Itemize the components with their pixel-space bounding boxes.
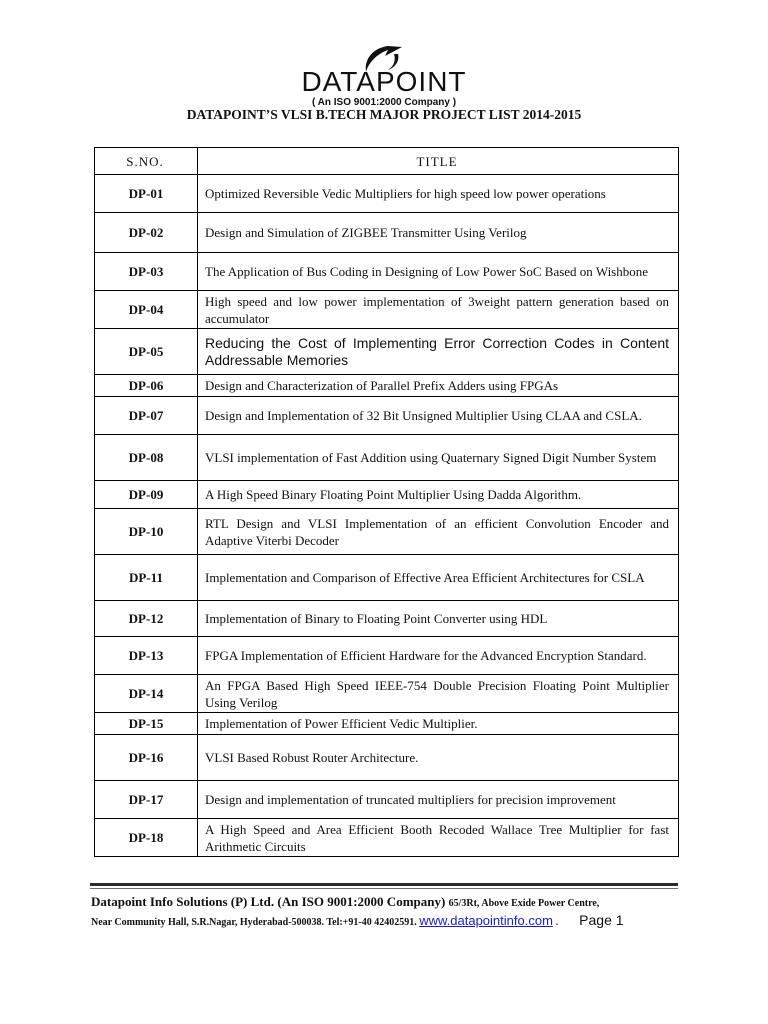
table-row xyxy=(95,509,679,555)
project-title: VLSI Based Robust Router Architecture. xyxy=(198,735,679,781)
table-row xyxy=(95,555,679,601)
table-row xyxy=(95,601,679,637)
project-code: DP-01 xyxy=(95,175,198,213)
footer-company: Datapoint Info Solutions (P) Ltd. xyxy=(91,894,275,909)
project-title: RTL Design and VLSI Implementation of an efficient Convolution Encoder and Adaptive Viterbi Decoder xyxy=(198,509,679,555)
table-row xyxy=(95,713,679,735)
page-number: Page 1 xyxy=(579,912,624,928)
project-title: The Application of Bus Coding in Designing of Low Power SoC Based on Wishbone xyxy=(198,253,679,291)
project-code: DP-18 xyxy=(95,819,198,857)
project-title: FPGA Implementation of Efficient Hardware for the Advanced Encryption Standard. xyxy=(198,637,679,675)
project-title: Implementation of Binary to Floating Point Converter using HDL xyxy=(198,601,679,637)
column-header-sno: S.NO. xyxy=(95,148,198,175)
project-code: DP-13 xyxy=(95,637,198,675)
project-code: DP-07 xyxy=(95,397,198,435)
footer-separator: . xyxy=(555,913,559,928)
table-row xyxy=(95,637,679,675)
table-row xyxy=(95,213,679,253)
project-title: A High Speed and Area Efficient Booth Recoded Wallace Tree Multiplier for fast Arithmetic Circuits xyxy=(198,819,679,857)
footer-divider-thin xyxy=(90,888,678,889)
footer-address-1: 65/3Rt, Above Exide Power Centre, xyxy=(448,898,600,909)
table-row xyxy=(95,253,679,291)
table-row xyxy=(95,481,679,509)
project-code: DP-06 xyxy=(95,375,198,397)
project-code: DP-11 xyxy=(95,555,198,601)
project-code: DP-16 xyxy=(95,735,198,781)
company-logo xyxy=(0,40,768,110)
footer-address-2: Near Community Hall, S.R.Nagar, Hyderabad-500038. Tel:+91-40 42402591. xyxy=(91,917,417,928)
project-code: DP-15 xyxy=(95,713,198,735)
project-code: DP-12 xyxy=(95,601,198,637)
project-code: DP-17 xyxy=(95,781,198,819)
project-code: DP-05 xyxy=(95,329,198,375)
table-row xyxy=(95,781,679,819)
project-code: DP-14 xyxy=(95,675,198,713)
project-title: A High Speed Binary Floating Point Multiplier Using Dadda Algorithm. xyxy=(198,481,679,509)
table-row xyxy=(95,675,679,713)
footer-divider xyxy=(90,883,678,886)
project-title: Design and Simulation of ZIGBEE Transmitter Using Verilog xyxy=(198,213,679,253)
project-code: DP-09 xyxy=(95,481,198,509)
project-title: Reducing the Cost of Implementing Error Correction Codes in Content Addressable Memories xyxy=(198,329,679,375)
table-row xyxy=(95,819,679,857)
table-row xyxy=(95,397,679,435)
logo-wordmark: DATAPOINT xyxy=(301,66,467,97)
project-title: Design and implementation of truncated multipliers for precision improvement xyxy=(198,781,679,819)
footer-website-link[interactable]: www.datapointinfo.com xyxy=(419,913,553,928)
table-body xyxy=(95,175,679,857)
table-row xyxy=(95,291,679,329)
project-title: Implementation of Power Efficient Vedic Multiplier. xyxy=(198,713,679,735)
table-row xyxy=(95,735,679,781)
table-row xyxy=(95,435,679,481)
footer-line-2 xyxy=(91,912,731,931)
project-code: DP-04 xyxy=(95,291,198,329)
project-title: An FPGA Based High Speed IEEE-754 Double Precision Floating Point Multiplier Using Verilog xyxy=(198,675,679,713)
project-code: DP-08 xyxy=(95,435,198,481)
table-row xyxy=(95,329,679,375)
project-title: Implementation and Comparison of Effective Area Efficient Architectures for CSLA xyxy=(198,555,679,601)
project-title: High speed and low power implementation of 3weight pattern generation based on accumulator xyxy=(198,291,679,329)
project-title: VLSI implementation of Fast Addition using Quaternary Signed Digit Number System xyxy=(198,435,679,481)
project-code: DP-03 xyxy=(95,253,198,291)
footer-iso: (An ISO 9001:2000 Company) xyxy=(277,894,446,909)
table-row xyxy=(95,175,679,213)
project-code: DP-10 xyxy=(95,509,198,555)
project-title: Design and Characterization of Parallel Prefix Adders using FPGAs xyxy=(198,375,679,397)
project-title: Optimized Reversible Vedic Multipliers for high speed low power operations xyxy=(198,175,679,213)
project-table xyxy=(94,147,679,857)
page-title: DATAPOINT’S VLSI B.TECH MAJOR PROJECT LIST 2014-2015 xyxy=(186,107,582,122)
project-title: Design and Implementation of 32 Bit Unsigned Multiplier Using CLAA and CSLA. xyxy=(198,397,679,435)
table-header-row xyxy=(95,148,679,175)
project-code: DP-02 xyxy=(95,213,198,253)
column-header-title: TITLE xyxy=(198,148,679,175)
footer-line-1 xyxy=(91,894,731,912)
logo-tagline: ( An ISO 9001:2000 Company ) xyxy=(311,97,457,108)
table-row xyxy=(95,375,679,397)
